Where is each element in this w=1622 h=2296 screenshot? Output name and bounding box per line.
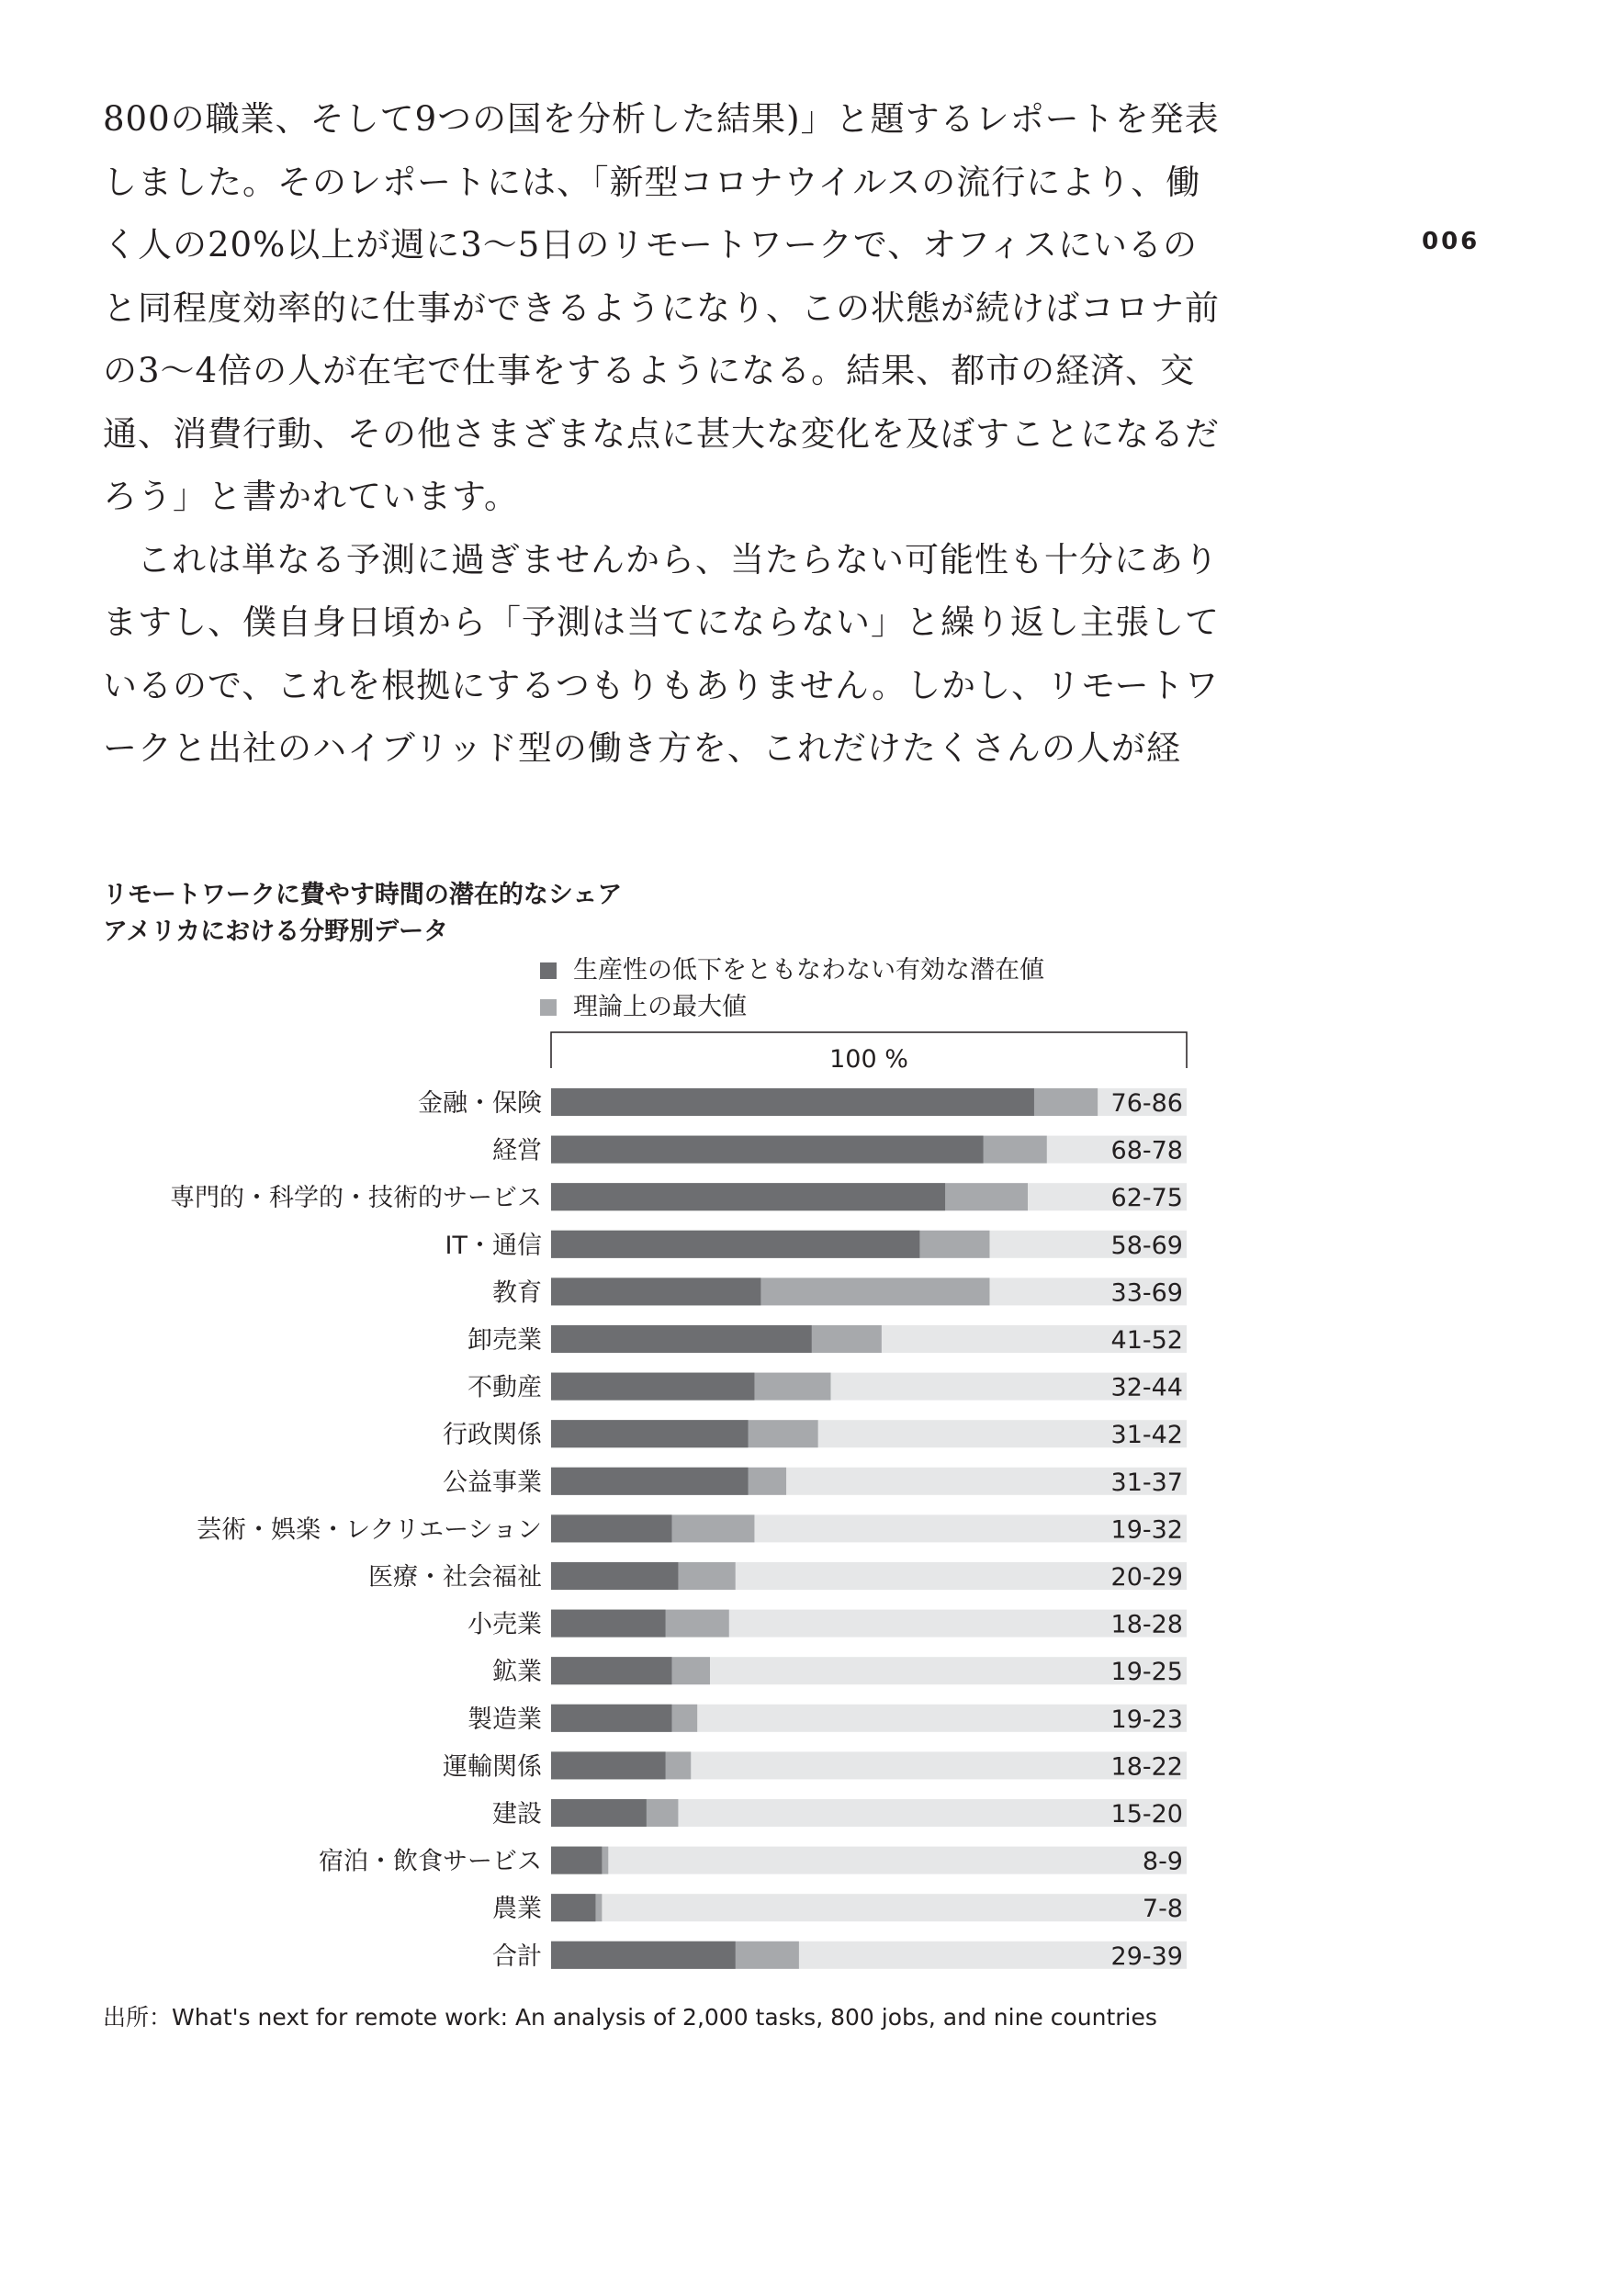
body-paragraph-1: 800の職業、そして9つの国を分析した結果)」と題するレポートを発表しました。そのレポートには、「新型コロナウイルスの流行により、働く人の20%以上が週に3〜5日のリモートワークで、オフィスにいるのと同程度効率的に仕事ができるようになり、この状態が続けばコロナ前の3〜4倍の人が在宅で仕事をするようになる。結果、都市の経済、交通、消費行動、その他さまざまな点に甚大な変化を及ぼすことになるだろう」と書かれています。: [103, 99, 1220, 516]
value-label: 76-86: [1110, 1089, 1183, 1118]
bar-effective: [551, 1325, 812, 1353]
bar-row: [492, 1941, 1187, 1971]
category-label: 鉱業: [492, 1658, 542, 1687]
bar-effective: [551, 1610, 666, 1638]
category-label: IT・通信: [445, 1231, 542, 1260]
category-label: 合計: [492, 1941, 542, 1971]
category-label: 宿泊・飲食サービス: [319, 1847, 542, 1876]
bar-effective: [551, 1088, 1034, 1116]
bar-effective: [551, 1420, 749, 1447]
category-label: 運輸関係: [443, 1752, 542, 1782]
bar-row: [492, 1657, 1187, 1686]
bar-effective: [551, 1751, 666, 1779]
bar-row: [197, 1514, 1187, 1544]
bar-effective: [551, 1799, 647, 1827]
chart-title: リモートワークに費やす時間の潜在的なシェア: [103, 881, 623, 909]
category-label: 小売業: [467, 1610, 542, 1639]
chart-subtitle: アメリカにおける分野別データ: [103, 917, 449, 946]
bar-row: [492, 1894, 1187, 1923]
bar-effective: [551, 1277, 760, 1305]
bar-row: [467, 1325, 1187, 1355]
bar-row: [418, 1088, 1187, 1118]
bar-row: [467, 1705, 1187, 1734]
bar-effective: [551, 1183, 945, 1210]
category-label: 専門的・科学的・技術的サービス: [170, 1184, 542, 1213]
bars: [170, 1088, 1187, 1971]
bar-effective: [551, 1373, 754, 1401]
category-label: 医療・社会福祉: [368, 1563, 542, 1592]
bar-row: [492, 1136, 1187, 1165]
value-label: 31-37: [1110, 1468, 1183, 1497]
value-label: 18-22: [1110, 1752, 1183, 1782]
bar-row: [443, 1751, 1187, 1781]
value-label: 7-8: [1142, 1895, 1183, 1924]
category-label: 教育: [492, 1278, 542, 1308]
page-number: 006: [1422, 228, 1481, 255]
bar-row: [467, 1610, 1187, 1639]
value-label: 15-20: [1110, 1800, 1183, 1829]
bar-effective: [551, 1562, 678, 1590]
bar-row: [443, 1468, 1187, 1497]
scale-bracket: [551, 1032, 1187, 1074]
bar-effective: [551, 1847, 602, 1874]
category-label: 建設: [492, 1800, 542, 1829]
bar-row: [368, 1562, 1187, 1592]
bar-row: [445, 1231, 1187, 1260]
bar-effective: [551, 1705, 671, 1732]
value-label: 18-28: [1110, 1610, 1183, 1639]
bar-background: [551, 1847, 1187, 1874]
category-label: 公益事業: [443, 1468, 542, 1497]
legend-label-effective: 生産性の低下をともなわない有効な潜在値: [573, 956, 1044, 985]
bar-effective: [551, 1941, 736, 1969]
bar-row: [170, 1183, 1187, 1212]
value-label: 19-25: [1110, 1658, 1183, 1687]
bar-effective: [551, 1231, 919, 1258]
category-label: 農業: [492, 1895, 542, 1924]
value-label: 41-52: [1110, 1326, 1183, 1355]
category-label: 行政関係: [443, 1421, 542, 1450]
category-label: 金融・保険: [418, 1089, 542, 1118]
value-label: 58-69: [1110, 1231, 1183, 1260]
value-label: 68-78: [1110, 1136, 1183, 1165]
source-note: 出所：What's next for remote work: An analysis of 2,000 tasks, 800 jobs, and nine countries: [103, 2004, 1157, 2031]
category-label: 卸売業: [467, 1326, 542, 1355]
value-label: 20-29: [1110, 1563, 1183, 1592]
body-paragraph-2: これは単なる予測に過ぎませんから、当たらない可能性も十分にありますし、僕自身日頃から「予測は当てにならない」と繰り返し主張しているので、これを根拠にするつもりもありません。しかし、リモートワークと出社のハイブリッド型の働き方を、これだけたくさんの人が経: [103, 539, 1220, 768]
bar-effective: [551, 1136, 984, 1164]
value-label: 19-23: [1110, 1705, 1183, 1734]
category-label: 製造業: [467, 1705, 542, 1734]
value-label: 31-42: [1110, 1421, 1183, 1450]
bar-effective: [551, 1894, 595, 1921]
bar-row: [467, 1373, 1187, 1402]
value-label: 19-32: [1110, 1515, 1183, 1545]
value-label: 32-44: [1110, 1373, 1183, 1402]
value-label: 8-9: [1142, 1847, 1183, 1876]
category-label: 不動産: [467, 1373, 542, 1402]
bar-row: [319, 1847, 1187, 1876]
bar-background: [551, 1894, 1187, 1924]
value-label: 29-39: [1110, 1941, 1183, 1971]
bar-effective: [551, 1514, 671, 1542]
bar-effective: [551, 1468, 749, 1495]
bar-effective: [551, 1657, 671, 1684]
bar-row: [492, 1799, 1187, 1829]
legend-label-theoretical: 理論上の最大値: [573, 993, 747, 1021]
value-label: 33-69: [1110, 1278, 1183, 1308]
category-label: 経営: [492, 1136, 542, 1165]
scale-label: 100 %: [829, 1045, 908, 1074]
value-label: 62-75: [1110, 1184, 1183, 1213]
bar-row: [443, 1420, 1187, 1449]
category-label: 芸術・娯楽・レクリエーション: [197, 1515, 542, 1545]
bar-row: [492, 1277, 1187, 1307]
